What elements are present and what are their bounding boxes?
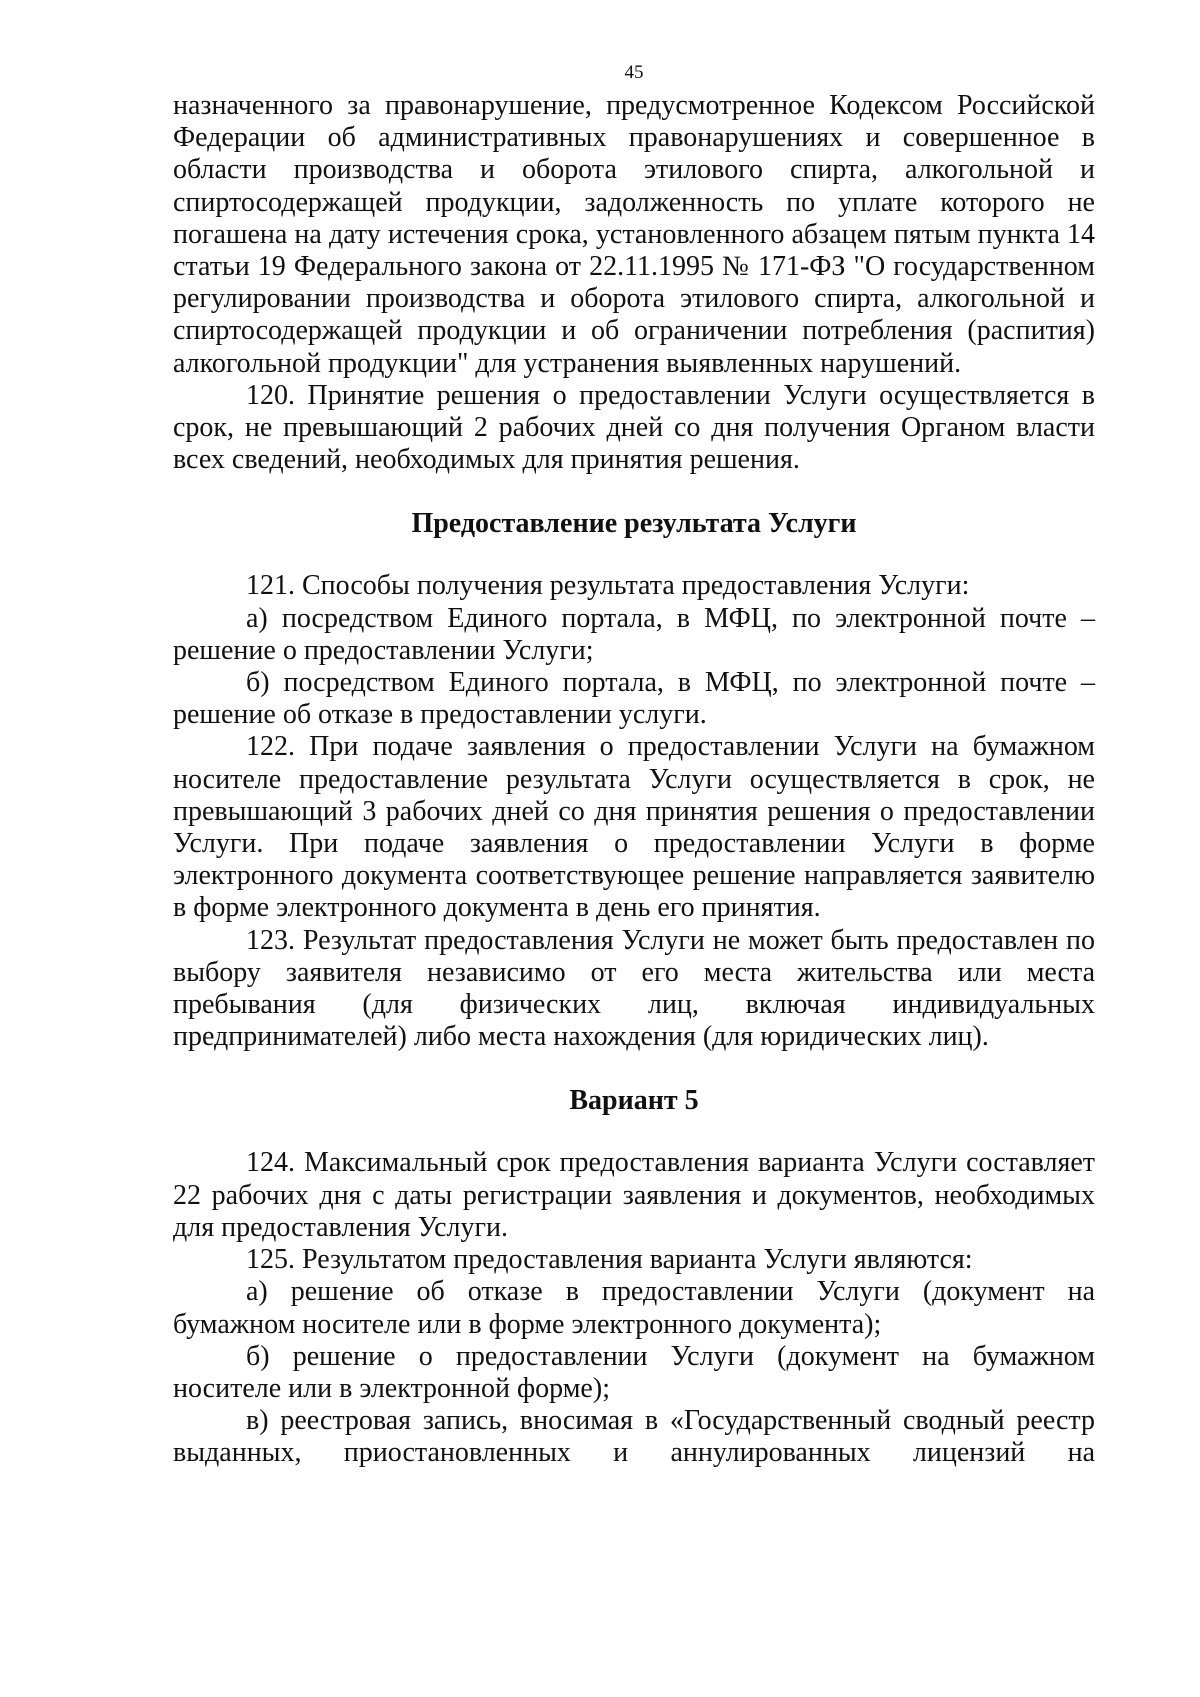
paragraph-p121a: а) посредством Единого портала, в МФЦ, по электронной почте – решение о предоставлении Услуги; (173, 602, 1095, 666)
paragraph-p122: 122. При подаче заявления о предоставлении Услуги на бумажном носителе предоставление результата Услуги осуществляется в срок, не превышающий 3 рабочих дней со дня принятия решения о предоставлении Услуги. При подаче заявления о предоставлении Услуги в форме электронного документа соответствующее решение направляется заявителю в форме электронного документа в день его принятия. (173, 731, 1095, 924)
text-block-intro (173, 90, 1095, 476)
paragraph-p123: 123. Результат предоставления Услуги не может быть предоставлен по выбору заявителя независимо от его места жительства или места пребывания (для физических лиц, включая индивидуальных предпринимателей) либо места нахождения (для юридических лиц). (173, 924, 1095, 1053)
paragraph-p120: 120. Принятие решения о предоставлении Услуги осуществляется в срок, не превышающий 2 рабочих дней со дня получения Органом власти всех сведений, необходимых для принятия решения. (173, 379, 1095, 476)
paragraph-p0: назначенного за правонарушение, предусмотренное Кодексом Российской Федерации об административных правонарушениях и совершенное в области производства и оборота этилового спирта, алкогольной и спиртосодержащей продукции, задолженность по уплате которого не погашена на дату истечения срока, установленного абзацем пятым пункта 14 статьи 19 Федерального закона от 22.11.1995 № 171-ФЗ "О государственном регулировании производства и оборота этилового спирта, алкогольной и спиртосодержащей продукции и об ограничении потребления (распития) алкогольной продукции" для устранения выявленных нарушений. (173, 90, 1095, 379)
spacer (173, 476, 1095, 508)
spacer (173, 1117, 1095, 1147)
spacer (173, 540, 1095, 570)
paragraph-p121b: б) посредством Единого портала, в МФЦ, по электронной почте – решение об отказе в предоставлении услуги. (173, 667, 1095, 731)
spacer (173, 1053, 1095, 1085)
text-block-result (173, 570, 1095, 1053)
paragraph-p125a: а) решение об отказе в предоставлении Услуги (документ на бумажном носителе или в форме электронного документа); (173, 1276, 1095, 1340)
text-block-variant (173, 1147, 1095, 1469)
paragraph-p125b: б) решение о предоставлении Услуги (документ на бумажном носителе или в электронной форме); (173, 1340, 1095, 1404)
paragraph-p125: 125. Результатом предоставления варианта Услуги являются: (246, 1244, 973, 1276)
paragraph-p125c: в) реестровая запись, вносимая в «Государственный сводный реестр выданных, приостановленных и аннулированных лицензий на (173, 1405, 1095, 1469)
section-heading-result: Предоставление результата Услуги (411, 508, 857, 540)
paragraph-p121: 121. Способы получения результата предоставления Услуги: (246, 570, 970, 602)
document-page (173, 62, 1095, 1470)
page-number: 45 (624, 62, 644, 83)
section-heading-variant: Вариант 5 (569, 1085, 699, 1117)
paragraph-p124: 124. Максимальный срок предоставления варианта Услуги составляет 22 рабочих дня с даты регистрации заявления и документов, необходимых для предоставления Услуги. (173, 1147, 1095, 1243)
